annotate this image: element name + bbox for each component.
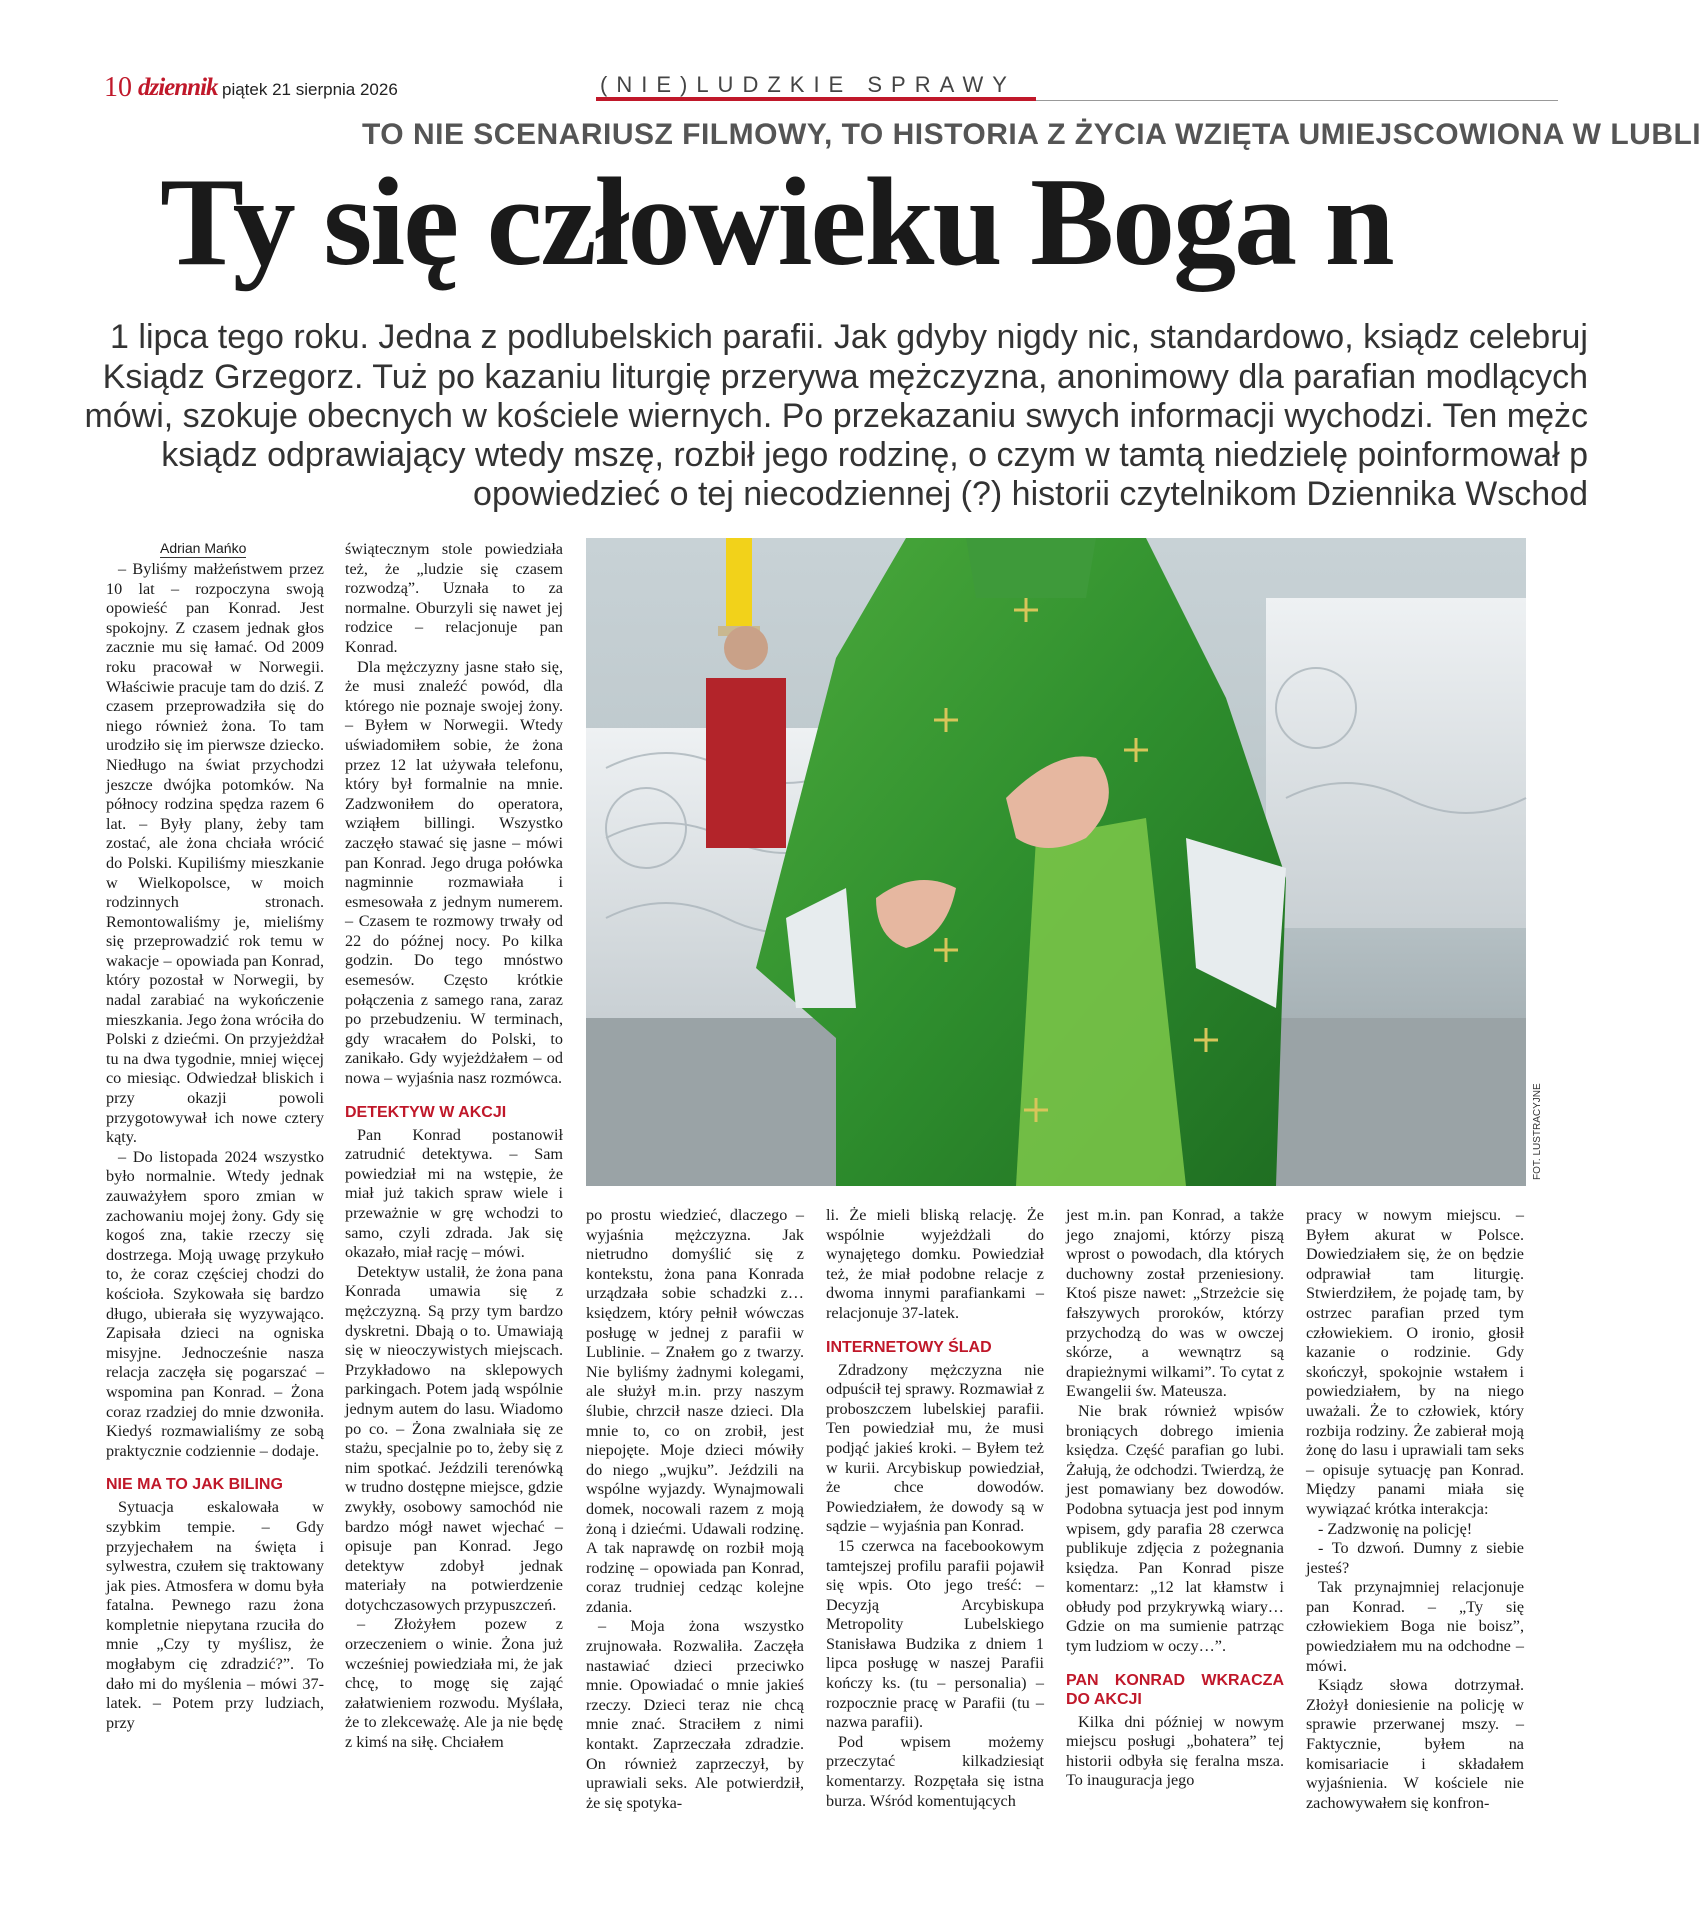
- lead-line-4: ksiądz odprawiający wtedy mszę, rozbił jego rodzinę, o czym w tamtą niedzielę poinformował p: [161, 436, 1588, 474]
- paragraph: Pod wpisem możemy przeczytać kilkadziesiąt komentarzy. Rozpętała się istna burza. Wśród komentujących: [826, 1732, 1044, 1810]
- article-headline: Ty się człowieku Boga n: [160, 153, 1393, 292]
- section-underline: [596, 97, 1036, 101]
- subheading: PAN KONRAD WKRACZA DO AKCJI: [1066, 1671, 1284, 1708]
- paragraph: – Do listopada 2024 wszystko było normalnie. Wtedy jednak zauważyłem sporo zmian w zachowaniu mojej żony. Gdy się kogoś zna, takie rzeczy się dostrzega. Moją uwagę przykuło to, że coraz częściej chodzi do kościoła. Szykowała się bardzo długo, ubierała się wyzywająco. Zapisała dzieci na ogniska misyjne. Jednocześnie nasza relacja zaczęła się pogarszać – wspomina pan Konrad. – Żona coraz rzadziej do mnie dzwoniła. Kiedyś rozmawialiśmy ze sobą praktycznie codziennie – dodaje.: [106, 1147, 324, 1460]
- subheading: NIE MA TO JAK BILING: [106, 1476, 283, 1494]
- paragraph: świątecznym stole powiedziała też, że „ludzie się czasem rozwodzą”. Uznała to za normalne. Oburzyli się nawet jej rodzice – relacjonuje pan Konrad.: [345, 540, 563, 656]
- paragraph: Dla mężczyzny jasne stało się, że musi znaleźć powód, dla którego nie poznaje swojej żony. – Byłem w Norwegii. Wtedy uświadomiłem sobie, że żona przez 12 lat używała telefonu, który był formalnie na mnie. Zadzwoniłem do operatora, wziąłem billingi. Wszystko zaczęło stawać się jasne – mówi pan Konrad. Jego druga połówka nagminnie rozmawiała i esmesowała z jednym numerem. – Czasem te rozmowy trwały od 22 do późnej nocy. Po kilka godzin. Do tego mnóstwo esemesów. Często krótkie połączenia z samego rana, zaraz po przebudzeniu. W terminach, gdy wracałem do Polski, to zanikało. Gdy wyjeżdżałem – od nowa – wyjaśnia nasz rozmówca.: [345, 657, 563, 1088]
- subheading: INTERNETOWY ŚLAD: [826, 1338, 992, 1356]
- article-kicker: TO NIE SCENARIUSZ FILMOWY, TO HISTORIA Z ŻYCIA WZIĘTA UMIEJSCOWIONA W LUBLI: [362, 118, 1701, 151]
- paragraph: Sytuacja eskalowała w szybkim tempie. – Gdy przyjechałem na święta i sylwestra, czułem się traktowany jak pies. Atmosfera w domu była fatalna. Pewnego razu żona kompletnie niepytana rzuciła do mnie „Czy ty myślisz, że mogłabym cię zdradzić?”. To dało mi do myślenia – mówi 37-latek. – Potem przy ludziach, przy: [106, 1498, 324, 1732]
- paragraph: - Zadzwonię na policję!: [1318, 1519, 1473, 1538]
- column-6: [1306, 1206, 1524, 1813]
- column-1: [106, 560, 324, 1733]
- paragraph: po prostu wiedzieć, dlaczego – wyjaśnia mężczyzna. Jak nietrudno domyślić się z kontekstu, żona pana Konrada urządzała sobie schadzki z… księdzem, który pełnił wówczas posługę w jednej z parafii w Lublinie. – Znałem go z twarzy. Nie byliśmy żadnymi kolegami, ale służył m.in. przy naszym ślubie, chrzcił nasze dzieci. Dla mnie to, co on zrobił, jest niepojęte. Moje dzieci mówiły do niego „wujku”. Jeździli na wspólne wyjazdy. Wynajmowali domek, nocowali razem z moją żoną i dziećmi. Udawali rodzinę. A tak naprawdę on rozbił moją rodzinę – opowiada pan Konrad, coraz trudniej cedząc kolejne zdania.: [586, 1206, 804, 1616]
- column-2: [345, 540, 563, 1753]
- paragraph: – Moja żona wszystko zrujnowała. Rozwaliła. Zaczęła nastawiać dzieci przeciwko mnie. Opowiadać o mnie jakieś rzeczy. Dzieci teraz nie chcą mnie znać. Straciłem z nimi kontakt. Zaprzeczała zdradzie. On również zaprzeczył, by uprawiali seks. Ale potwierdził, że się spotyka-: [586, 1617, 804, 1812]
- paragraph: Detektyw ustalił, że żona pana Konrada umawia się z mężczyzną. Są przy tym bardzo dyskretni. Dbają o to. Umawiają się w nieoczywistych miejscach. Przykładowo na sklepowych parkingach. Potem jadą wspólnie jednym autem do lasu. Wiadomo po co. – Żona zwalniała się ze stażu, specjalnie po to, żeby się z nim spotkać. Jeździli terenówką w trudno dostępne miejsce, gdzie zwykły, osobowy samochód nie bardzo mógł nawet wjechać – opisuje pan Konrad. Jego detektyw zdobył jednak materiały na potwierdzenie dotychczasowych przypuszczeń.: [345, 1262, 563, 1614]
- paragraph: 15 czerwca na facebookowym tamtejszej profilu parafii pojawił się wpis. Oto jego treść: – Decyzją Arcybiskupa Metropolity Lubelskiego Stanisława Budzika z dniem 1 lipca posługę w naszej Parafii kończy ks. (tu – personalia) – rozpocznie pracę w Parafii (tu – nazwa parafii).: [826, 1536, 1044, 1732]
- paragraph: – Byliśmy małżeństwem przez 10 lat – rozpoczyna swoją opowieść pan Konrad. Jest spokojny. Z czasem jednak głos zacznie mu się łamać. Od 2009 roku pracował w Norwegii. Właściwie pracuje tam do dziś. Z czasem przeprowadziła się do niego również żona. To tam urodziło się im pierwsze dziecko. Niedługo na świat przychodzi jeszcze dwójka potomków. Na północy rodzina spędza razem 6 lat. – Były plany, żeby tam zostać, ale żona chciała wrócić do Polski. Kupiliśmy mieszkanie w Wielkopolsce, w moich rodzinnych stronach. Remontowaliśmy je, mieliśmy się przeprowadzić rok temu w wakacje – opowiada pan Konrad, który pozostał w Norwegii, by nadal zarabiać na wykończenie mieszkania. Jego żona wróciła do Polski z dziećmi. On przyjeżdżał tu na dwa tygodnie, mniej więcej co miesiąc. Odwiedzał bliskich i przy okazji powoli przygotowywał ich nowe cztery kąty.: [106, 560, 325, 1147]
- paragraph: - To dzwoń. Dumny z siebie jesteś?: [1306, 1539, 1524, 1577]
- lead-line-5: opowiedzieć o tej niecodziennej (?) historii czytelnikom Dziennika Wschod: [473, 475, 1588, 513]
- section-title: (NIE)LUDZKIE SPRAWY: [600, 72, 1016, 97]
- paragraph: li. Że mieli bliską relację. Że wspólnie wyjeżdżali do wynajętego domku. Powiedział też, że miał podobne relacje z dwoma innymi parafiankami – relacjonuje 37-latek.: [826, 1206, 1044, 1322]
- photo-credit: FOT. LUSTRACYJNE: [1532, 1083, 1543, 1180]
- paragraph: Kilka dni później w nowym miejscu posługi „bohatera” tej historii odbyła się feralna msza. To inauguracja jego: [1066, 1712, 1284, 1790]
- lead-line-1: 1 lipca tego roku. Jedna z podlubelskich parafii. Jak gdyby nigdy nic, standardowo, ksiądz celebruj: [110, 318, 1588, 356]
- paragraph: Pan Konrad postanowił zatrudnić detektywa. – Sam powiedział mi na wstępie, że miał już takich spraw wiele i przeważnie w grę wchodzi to samo, czyli zdrada. Jak się okazało, miał rację – mówi.: [345, 1125, 563, 1262]
- paragraph: Tak przynajmniej relacjonuje pan Konrad. – „Ty się człowiekiem Boga nie boisz”, powiedziałem mu na odchodne – mówi.: [1306, 1578, 1524, 1675]
- subheading: DETEKTYW W AKCJI: [345, 1103, 507, 1121]
- paragraph: jest m.in. pan Konrad, a także jego znajomi, którzy piszą wprost o powodach, dla których duchowny został przeniesiony. Ktoś pisze nawet: „Strzeżcie się fałszywych proroków, którzy przychodzą do was w owczej skórze, a wewnątrz są drapieżnymi wilkami”. To cytat z Ewangelii św. Mateusza.: [1066, 1206, 1284, 1401]
- column-5: [1066, 1206, 1284, 1791]
- lead-line-3: mówi, szokuje obecnych w kościele wiernych. Po przekazaniu swych informacji wychodzi. Ten mężc: [84, 397, 1588, 435]
- column-4: [826, 1206, 1044, 1811]
- paragraph: pracy w nowym miejscu. – Byłem akurat w Polsce. Dowiedziałem się, że on będzie odprawiał tam liturgię. Stwierdziłem, że pojadę tam, by ostrzec parafian przed tym człowiekiem. O ironio, głosił kazanie o rodzinie. Gdy skończył, spokojnie wstałem i powiedziałem, by na niego uważali. Że to człowiek, który rozbija rodziny. Że zabierał moją żonę do lasu i uprawiali tam seks – opisuje sytuację pan Konrad. Między panami miała się wywiązać krótka interakcja:: [1306, 1206, 1524, 1518]
- article-photo: [586, 538, 1526, 1186]
- issue-date: piątek 21 sierpnia 2026: [222, 80, 398, 99]
- newspaper-logo: dziennik: [138, 74, 218, 101]
- byline: Adrian Mańko: [160, 540, 247, 556]
- paragraph: Nie brak również wpisów broniących dobrego imienia księdza. Część parafian go lubi. Żałują, że odchodzi. Twierdzą, że jest pomawiany bez dowodów. Podobna sytuacja jest pod innym wpisem, gdy parafia 28 czerwca publikuje zdjęcia z pożegnania księdza. Pan Konrad pisze komentarz: „12 lat kłamstw i obłudy pod przykrywką wiary… Gdzie on ma sumienie patrząc tym ludziom w oczy…”.: [1066, 1401, 1284, 1656]
- column-3: [586, 1206, 804, 1813]
- lead-line-2: Ksiądz Grzegorz. Tuż po kazaniu liturgię przerywa mężczyzna, anonimowy dla parafian modlących: [102, 358, 1588, 396]
- paragraph: Ksiądz słowa dotrzymał. Złożył doniesienie na policję w sprawie przerwanej mszy. – Faktycznie, byłem na komisariacie i składałem wyjaśnienia. W kościele nie zachowywałem się konfron-: [1306, 1676, 1524, 1812]
- paragraph: Zdradzony mężczyzna nie odpuścił tej sprawy. Rozmawiał z proboszczem lubelskiej parafii. Ten powiedział mu, że musi podjąć jakieś kroki. – Byłem też w kurii. Arcybiskup powiedział, że chce dowodów. Powiedziałem, że dowody są w sądzie – wyjaśnia pan Konrad.: [826, 1360, 1044, 1536]
- priest-photo-illustration: [586, 538, 1526, 1186]
- page-number: 10: [104, 72, 132, 103]
- paragraph: – Złożyłem pozew z orzeczeniem o winie. Żona już wcześniej powiedziała mi, że jak chcę, to mogę się zająć załatwieniem rozwodu. Myślała, że to zlekceważę. Ale ja nie będę z kimś na siłę. Chciałem: [345, 1615, 563, 1752]
